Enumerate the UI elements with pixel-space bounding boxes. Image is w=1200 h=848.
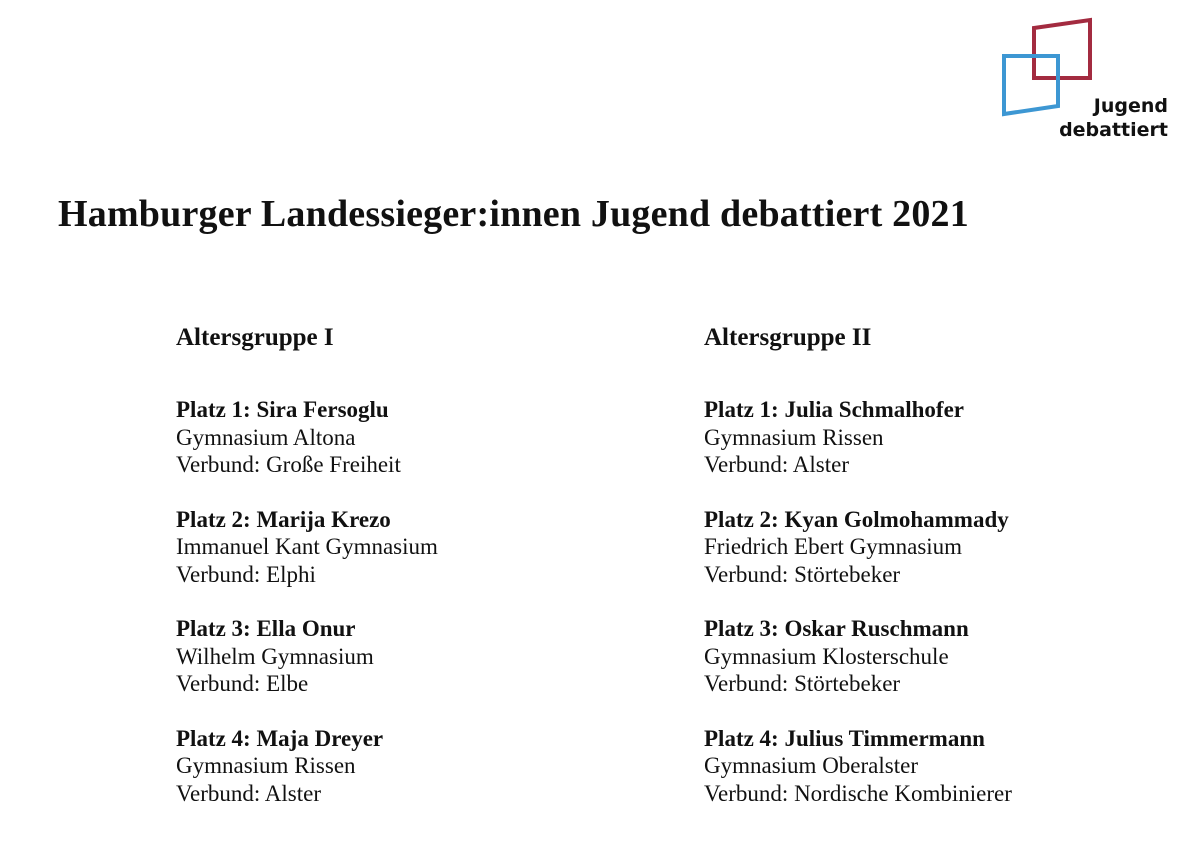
winner-verbund: Verbund: Elphi (176, 561, 316, 587)
winner-entry (704, 396, 1164, 479)
logo-line-2: debattiert (1059, 119, 1168, 141)
winner-school: Gymnasium Oberalster (704, 753, 918, 778)
winner-school: Friedrich Ebert Gymnasium (704, 534, 963, 559)
logo-line-1: Jugend (1093, 95, 1168, 117)
winner-entry (176, 396, 636, 479)
winner-entry (176, 615, 636, 698)
winner-place-name: Platz 3: Ella Onur (176, 616, 356, 641)
winner-place-name: Platz 4: Maja Dreyer (176, 725, 384, 751)
jugend-debattiert-logo (1000, 16, 1170, 146)
group-heading: Altersgruppe I (176, 324, 334, 351)
winner-verbund: Verbund: Nordische Kombinierer (704, 780, 1012, 806)
winner-entry (176, 725, 636, 808)
winner-verbund: Verbund: Alster (176, 780, 322, 806)
winner-school: Gymnasium Rissen (704, 424, 884, 450)
winner-entry (704, 506, 1164, 589)
logo-wordmark (1048, 94, 1168, 142)
winner-school: Gymnasium Altona (176, 424, 356, 450)
winner-place-name: Platz 2: Kyan Golmohammady (704, 506, 1009, 532)
winner-verbund: Verbund: Alster (704, 452, 850, 477)
winner-school: Immanuel Kant Gymnasium (176, 534, 438, 559)
winner-place-name: Platz 4: Julius Timmermann (704, 725, 985, 751)
winner-place-name: Platz 1: Julia Schmalhofer (704, 397, 964, 422)
group-heading: Altersgruppe II (704, 324, 872, 351)
winner-place-name: Platz 2: Marija Krezo (176, 506, 391, 532)
winner-school: Wilhelm Gymnasium (176, 643, 374, 669)
page-title: Hamburger Landessieger:innen Jugend debattiert 2021 (58, 193, 969, 235)
winner-verbund: Verbund: Elbe (176, 671, 309, 696)
winner-verbund: Verbund: Störtebeker (704, 671, 901, 696)
group-column-2 (704, 318, 1164, 834)
winner-entry (704, 615, 1164, 698)
winner-entry (704, 725, 1164, 808)
winner-verbund: Verbund: Störtebeker (704, 561, 901, 587)
group-column-1 (176, 318, 636, 834)
winner-place-name: Platz 1: Sira Fersoglu (176, 397, 389, 422)
winner-entry (176, 506, 636, 589)
winner-verbund: Verbund: Große Freiheit (176, 452, 401, 477)
winner-place-name: Platz 3: Oskar Ruschmann (704, 616, 969, 641)
winner-school: Gymnasium Rissen (176, 753, 356, 778)
winner-school: Gymnasium Klosterschule (704, 643, 949, 669)
